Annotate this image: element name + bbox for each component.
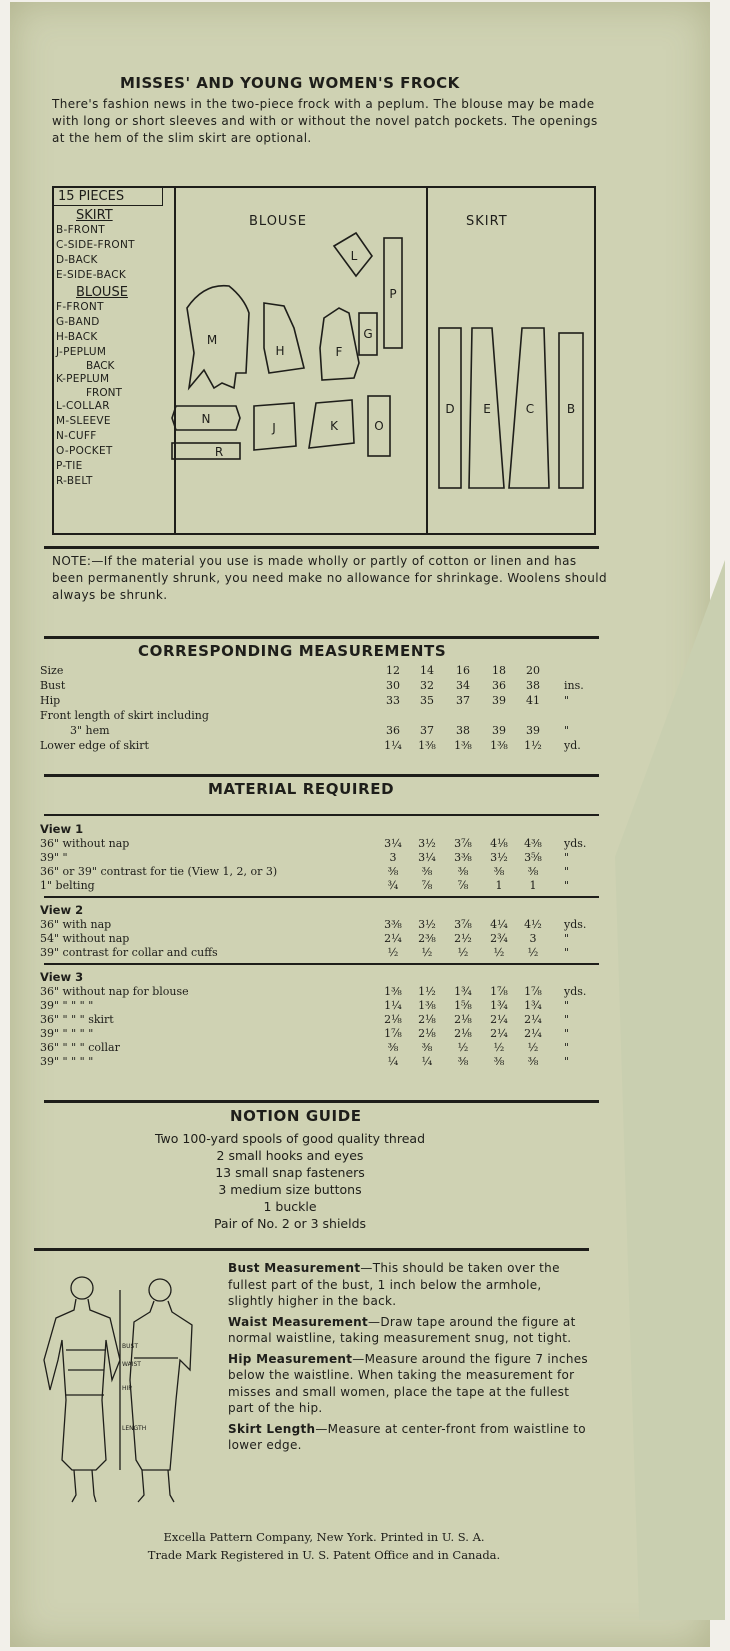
piece-sleeve bbox=[187, 286, 249, 388]
notion-heading: NOTION GUIDE bbox=[230, 1107, 362, 1125]
row-label: Front length of skirt including bbox=[40, 709, 209, 722]
row-value: 1⅞ bbox=[384, 1027, 402, 1040]
legend-item: M-SLEEVE bbox=[56, 415, 111, 427]
row-value: ⅞ bbox=[457, 879, 469, 892]
legend-item: D-BACK bbox=[56, 254, 98, 266]
row-value: 37 bbox=[420, 724, 434, 737]
row-value: 1⅝ bbox=[454, 999, 472, 1012]
row-value: 3⅞ bbox=[454, 837, 472, 850]
row-value: 3 bbox=[389, 851, 397, 864]
row-value: 2⅜ bbox=[418, 932, 436, 945]
row-unit: yds. bbox=[564, 837, 587, 850]
row-value: ½ bbox=[527, 1041, 539, 1054]
row-value: ½ bbox=[457, 946, 469, 959]
row-label: 36" " " " skirt bbox=[40, 1013, 114, 1026]
row-unit: " bbox=[564, 724, 570, 737]
piece-letter: J bbox=[272, 421, 276, 435]
row-label: 39" " " " " bbox=[40, 999, 94, 1012]
row-unit: yd. bbox=[564, 739, 581, 752]
row-value: 2¼ bbox=[524, 1027, 542, 1040]
row-label: Bust bbox=[40, 679, 66, 692]
piece-letter: H bbox=[275, 344, 285, 358]
notion-line: 3 medium size buttons bbox=[218, 1182, 362, 1197]
row-unit: " bbox=[564, 1055, 570, 1068]
legend-item: K-PEPLUM bbox=[56, 373, 110, 385]
row-unit: ins. bbox=[564, 679, 584, 692]
hip-label: HIP bbox=[122, 1385, 132, 1392]
row-value: ½ bbox=[421, 946, 433, 959]
notion-line: 13 small snap fasteners bbox=[215, 1165, 365, 1180]
row-unit: " bbox=[564, 865, 570, 878]
row-value: 33 bbox=[386, 694, 400, 707]
publisher-footer bbox=[64, 1528, 584, 1564]
row-value: 1⅜ bbox=[454, 739, 472, 752]
row-value: 1 bbox=[495, 879, 503, 892]
row-value: 20 bbox=[526, 664, 540, 677]
row-unit: " bbox=[564, 946, 570, 959]
piece-letter: F bbox=[335, 345, 343, 359]
notion-line: Two 100-yard spools of good quality thread bbox=[154, 1131, 425, 1146]
row-value: ½ bbox=[493, 1041, 505, 1054]
row-unit: " bbox=[564, 851, 570, 864]
pieces-count: 15 PIECES bbox=[54, 188, 163, 206]
row-value: 3⅜ bbox=[454, 851, 472, 864]
waist-measurement: Waist Measurement—Draw tape around the figure at normal waistline, taking measurement snug, not tight. bbox=[228, 1314, 576, 1345]
legend-item: B-FRONT bbox=[56, 224, 105, 236]
row-value: ⅜ bbox=[493, 1055, 505, 1068]
row-unit: " bbox=[564, 932, 570, 945]
notion-line: 1 buckle bbox=[263, 1199, 317, 1214]
row-value: 37 bbox=[456, 694, 470, 707]
row-value: 39 bbox=[492, 724, 506, 737]
row-value: 1¾ bbox=[524, 999, 542, 1012]
row-value: 2⅛ bbox=[418, 1027, 436, 1040]
piece-letter: M bbox=[206, 333, 218, 347]
row-unit: yds. bbox=[564, 985, 587, 998]
divider bbox=[44, 896, 599, 898]
row-value: 2¼ bbox=[384, 932, 402, 945]
publisher-line: Excella Pattern Company, New York. Printed in U. S. A. bbox=[163, 1530, 485, 1544]
row-value: 1⅜ bbox=[384, 985, 402, 998]
legend-item: E-SIDE-BACK bbox=[56, 269, 127, 281]
divider bbox=[44, 636, 599, 639]
row-label: 36" without nap bbox=[40, 837, 130, 850]
row-value: 34 bbox=[456, 679, 470, 692]
bust-measurement: Bust Measurement—This should be taken over the fullest part of the bust, 1 inch below the armhole, slightly higher in the back. bbox=[228, 1261, 560, 1308]
row-value: ⅜ bbox=[421, 865, 433, 878]
piece-letter: O bbox=[374, 419, 384, 433]
row-value: 41 bbox=[526, 694, 540, 707]
piece-letter: G bbox=[363, 327, 373, 341]
row-label: 39" " " " " bbox=[40, 1055, 94, 1068]
row-value: 1½ bbox=[418, 985, 436, 998]
legend-item: P-TIE bbox=[56, 460, 83, 472]
row-unit: " bbox=[564, 1041, 570, 1054]
row-value: 3⅞ bbox=[454, 918, 472, 931]
row-value: ⅜ bbox=[387, 865, 399, 878]
row-value: ½ bbox=[493, 946, 505, 959]
row-value: 1⅜ bbox=[418, 999, 436, 1012]
view-heading: View 3 bbox=[40, 970, 84, 984]
notion-guide bbox=[100, 1130, 480, 1232]
legend-item: G-BAND bbox=[56, 316, 100, 328]
row-value: ⅜ bbox=[387, 1041, 399, 1054]
row-value: ⅞ bbox=[421, 879, 433, 892]
row-label: 54" without nap bbox=[40, 932, 130, 945]
row-value: 2¼ bbox=[490, 1013, 508, 1026]
pattern-pieces-diagram bbox=[52, 186, 596, 535]
row-label: Lower edge of skirt bbox=[40, 739, 149, 752]
piece-front bbox=[320, 308, 359, 380]
piece-belt bbox=[172, 443, 240, 459]
row-value: ¼ bbox=[387, 1055, 399, 1068]
row-value: 1¼ bbox=[384, 739, 402, 752]
row-value: 12 bbox=[386, 664, 400, 677]
row-label: 36" with nap bbox=[40, 918, 112, 931]
divider bbox=[44, 1100, 599, 1103]
row-value: 14 bbox=[420, 664, 434, 677]
row-value: 1 bbox=[529, 879, 537, 892]
row-value: 16 bbox=[456, 664, 470, 677]
row-label: 3" hem bbox=[70, 724, 110, 737]
measurements-heading: CORRESPONDING MEASUREMENTS bbox=[138, 642, 447, 660]
row-value: 2¾ bbox=[490, 932, 508, 945]
legend-item: BACK bbox=[86, 360, 115, 372]
row-value: 32 bbox=[420, 679, 434, 692]
legend-item: F-FRONT bbox=[56, 301, 104, 313]
divider bbox=[44, 814, 599, 816]
row-value: 1⅜ bbox=[490, 739, 508, 752]
row-label: Hip bbox=[40, 694, 61, 707]
row-label: 39" " " " " bbox=[40, 1027, 94, 1040]
legend-item: J-PEPLUM bbox=[56, 346, 107, 358]
piece-letter: R bbox=[214, 445, 224, 459]
row-value: 2⅛ bbox=[454, 1027, 472, 1040]
piece-letter: B bbox=[566, 402, 576, 416]
row-value: 30 bbox=[386, 679, 400, 692]
row-value: 3 bbox=[529, 932, 537, 945]
piece-back bbox=[264, 303, 304, 373]
piece-letter: E bbox=[483, 402, 491, 416]
row-value: ⅜ bbox=[457, 865, 469, 878]
row-unit: " bbox=[564, 999, 570, 1012]
material-heading: MATERIAL REQUIRED bbox=[208, 780, 395, 798]
blouse-section-label: BLOUSE bbox=[249, 214, 307, 229]
legend-item: L-COLLAR bbox=[56, 400, 110, 412]
view-heading: View 1 bbox=[40, 822, 84, 836]
row-value: 3⅜ bbox=[384, 918, 402, 931]
row-value: ¾ bbox=[387, 879, 399, 892]
pattern-title: MISSES' AND YOUNG WOMEN'S FROCK bbox=[120, 74, 460, 92]
divider bbox=[44, 774, 599, 777]
legend-item: N-CUFF bbox=[56, 430, 97, 442]
row-label: 36" " " " collar bbox=[40, 1041, 120, 1054]
row-value: 3½ bbox=[418, 837, 436, 850]
row-value: 2½ bbox=[454, 932, 472, 945]
legend-item: R-BELT bbox=[56, 475, 93, 487]
row-value: 39 bbox=[492, 694, 506, 707]
length-label: LENGTH bbox=[122, 1425, 147, 1432]
row-value: ⅜ bbox=[493, 865, 505, 878]
legend-item: O-POCKET bbox=[56, 445, 113, 457]
row-unit: " bbox=[564, 879, 570, 892]
row-unit: yds. bbox=[564, 918, 587, 931]
row-value: 1¾ bbox=[454, 985, 472, 998]
row-value: 4⅛ bbox=[490, 837, 508, 850]
row-value: 1⅞ bbox=[524, 985, 542, 998]
row-value: 4⅜ bbox=[524, 837, 542, 850]
row-value: 36 bbox=[492, 679, 506, 692]
row-value: 2⅛ bbox=[454, 1013, 472, 1026]
row-value: 3⅝ bbox=[524, 851, 542, 864]
row-value: ⅜ bbox=[457, 1055, 469, 1068]
row-label: 39" contrast for collar and cuffs bbox=[40, 946, 218, 959]
row-value: ½ bbox=[527, 946, 539, 959]
row-label: 36" or 39" contrast for tie (View 1, 2, or 3) bbox=[40, 865, 278, 878]
row-value: 3¼ bbox=[418, 851, 436, 864]
piece-letter: P bbox=[389, 287, 397, 301]
skirt-length-measurement: Skirt Length—Measure at center-front from waistline to lower edge. bbox=[228, 1421, 586, 1452]
legend-item: H-BACK bbox=[56, 331, 98, 343]
waist-label: WAIST bbox=[122, 1361, 141, 1368]
row-value: ⅜ bbox=[421, 1041, 433, 1054]
row-value: 1⅜ bbox=[418, 739, 436, 752]
piece-letter: L bbox=[350, 249, 358, 263]
piece-letter: K bbox=[330, 419, 338, 433]
row-value: 18 bbox=[492, 664, 506, 677]
notion-line: Pair of No. 2 or 3 shields bbox=[213, 1216, 367, 1231]
row-unit: " bbox=[564, 694, 570, 707]
row-value: ¼ bbox=[421, 1055, 433, 1068]
row-value: 3¼ bbox=[384, 837, 402, 850]
piece-letter: C bbox=[525, 402, 535, 416]
row-label: 36" without nap for blouse bbox=[40, 985, 189, 998]
row-value: 38 bbox=[456, 724, 470, 737]
row-label: 39" " bbox=[40, 851, 68, 864]
skirt-section-label: SKIRT bbox=[466, 214, 508, 229]
row-value: 1¾ bbox=[490, 999, 508, 1012]
view-heading: View 2 bbox=[40, 903, 84, 917]
trademark-line: Trade Mark Registered in U. S. Patent Office and in Canada. bbox=[147, 1548, 501, 1562]
row-label: 1" belting bbox=[40, 879, 95, 892]
piece-letter: D bbox=[445, 402, 455, 416]
measurement-guide bbox=[228, 1260, 588, 1458]
pattern-description: There's fashion news in the two-piece frock with a peplum. The blouse may be made with long or short sleeves and with or without the novel patch pockets. The openings at the hem of the slim skirt are optional. bbox=[52, 97, 598, 145]
row-value: 1¼ bbox=[384, 999, 402, 1012]
legend-item: C-SIDE-FRONT bbox=[56, 239, 135, 251]
divider bbox=[44, 963, 599, 965]
row-value: 3½ bbox=[418, 918, 436, 931]
bust-label: BUST bbox=[122, 1343, 138, 1350]
row-value: 2¼ bbox=[524, 1013, 542, 1026]
row-value: 35 bbox=[420, 694, 434, 707]
piece-letter: N bbox=[201, 412, 211, 426]
row-value: ⅜ bbox=[527, 1055, 539, 1068]
row-value: ½ bbox=[387, 946, 399, 959]
hip-measurement: Hip Measurement—Measure around the figure 7 inches below the waistline. When taking the measurement for misses and small women, place the tape at the fullest part of the hip. bbox=[228, 1351, 588, 1415]
row-value: 39 bbox=[526, 724, 540, 737]
legend-item: FRONT bbox=[86, 387, 122, 399]
row-value: 2⅛ bbox=[384, 1013, 402, 1026]
legend-blouse-heading: BLOUSE bbox=[76, 285, 128, 300]
row-value: 1½ bbox=[524, 739, 542, 752]
row-value: 3½ bbox=[490, 851, 508, 864]
divider bbox=[44, 546, 599, 549]
row-unit: " bbox=[564, 1027, 570, 1040]
pattern-pieces-drawing bbox=[54, 188, 594, 533]
row-value: 2⅛ bbox=[418, 1013, 436, 1026]
divider bbox=[34, 1248, 589, 1251]
row-value: 4¼ bbox=[490, 918, 508, 931]
row-label: Size bbox=[40, 664, 64, 677]
row-value: 1⅞ bbox=[490, 985, 508, 998]
row-value: ½ bbox=[457, 1041, 469, 1054]
row-unit: " bbox=[564, 1013, 570, 1026]
shrinkage-note: NOTE:—If the material you use is made wholly or partly of cotton or linen and has been permanently shrunk, you need make no allowance for shrinkage. Woolens should always be shrunk. bbox=[52, 554, 607, 602]
row-value: 36 bbox=[386, 724, 400, 737]
row-value: 2¼ bbox=[490, 1027, 508, 1040]
row-value: ⅜ bbox=[527, 865, 539, 878]
measurement-figures-illustration bbox=[30, 1270, 200, 1510]
row-value: 4½ bbox=[524, 918, 542, 931]
legend-skirt-heading: SKIRT bbox=[76, 208, 113, 223]
notion-line: 2 small hooks and eyes bbox=[216, 1148, 364, 1163]
row-value: 38 bbox=[526, 679, 540, 692]
